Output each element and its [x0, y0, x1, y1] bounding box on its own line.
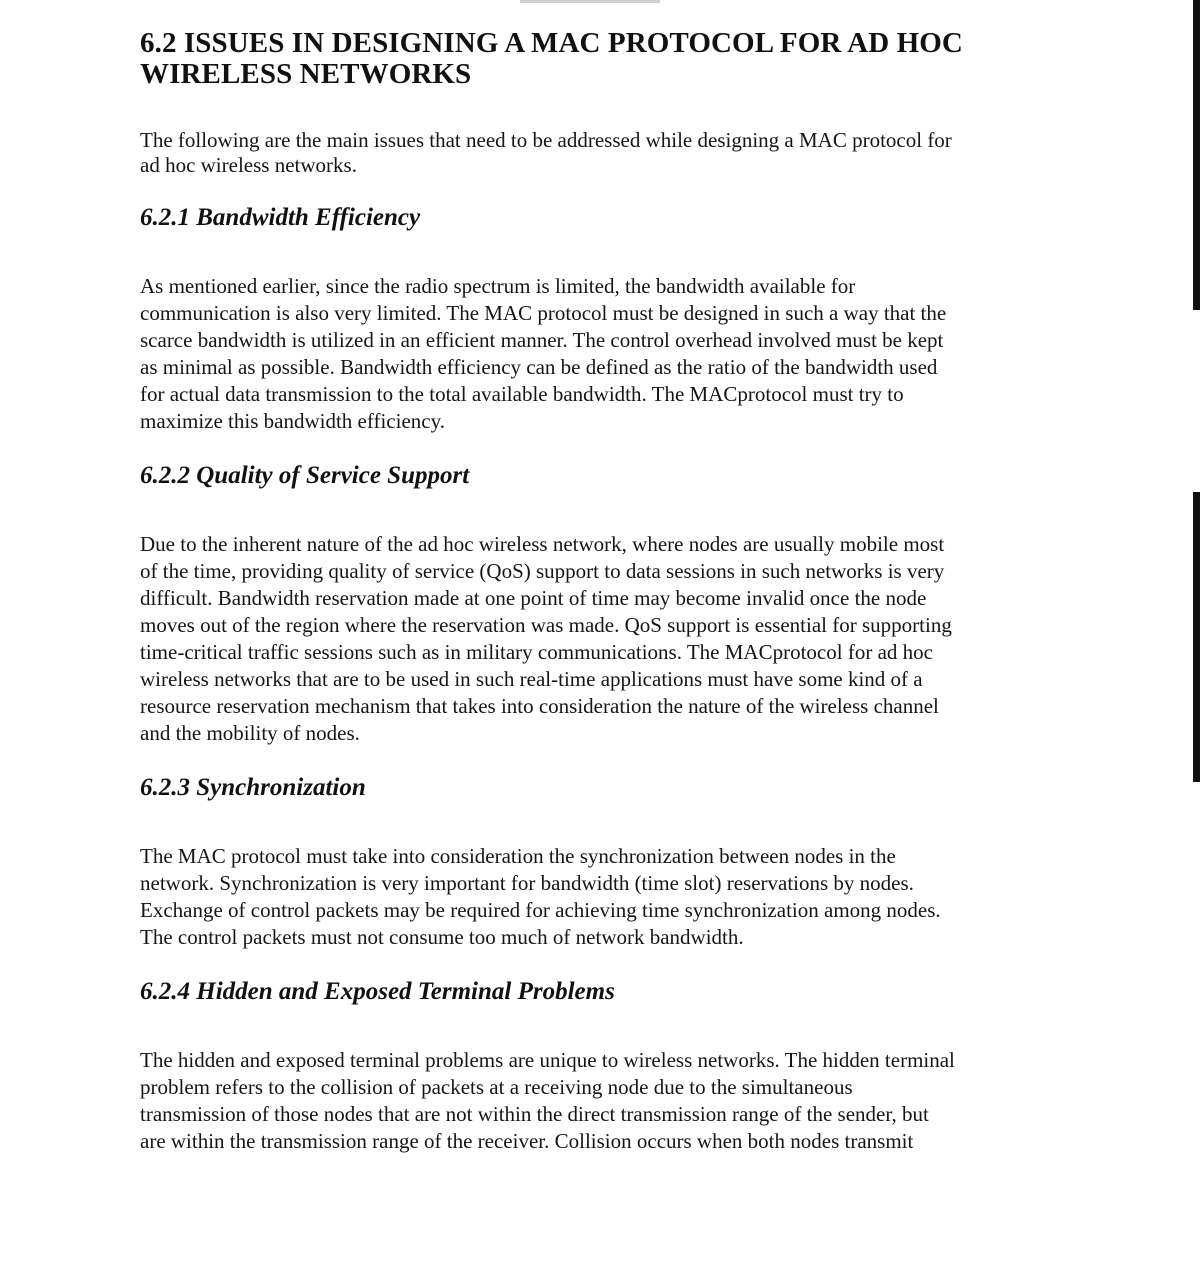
body-line: and the mobility of nodes.	[140, 721, 360, 745]
section-heading-bandwidth-efficiency: 6.2.1 Bandwidth Efficiency	[140, 204, 421, 231]
page-title-line-1: 6.2 ISSUES IN DESIGNING A MAC PROTOCOL FOR AD HOC	[140, 27, 963, 59]
body-line: are within the transmission range of the receiver. Collision occurs when both nodes transmit	[140, 1129, 914, 1153]
section-heading-qos-support: 6.2.2 Quality of Service Support	[140, 462, 470, 489]
scan-edge-shadow-upper	[1193, 0, 1200, 310]
body-line: difficult. Bandwidth reservation made at one point of time may become invalid once the node	[140, 586, 927, 610]
body-line: communication is also very limited. The MAC protocol must be designed in such a way that the	[140, 301, 947, 325]
body-line: wireless networks that are to be used in such real-time applications must have some kind of a	[140, 667, 923, 691]
body-line: Exchange of control packets may be required for achieving time synchronization among nodes.	[140, 898, 941, 922]
body-line: maximize this bandwidth efficiency.	[140, 409, 445, 433]
section-body-hidden-exposed-terminal	[140, 1047, 1055, 1155]
body-line: The MAC protocol must take into consideration the synchronization between nodes in the	[140, 844, 896, 868]
body-line: as minimal as possible. Bandwidth efficiency can be defined as the ratio of the bandwidth used	[140, 355, 938, 379]
body-line: problem refers to the collision of packets at a receiving node due to the simultaneous	[140, 1075, 853, 1099]
scan-artifact-top	[520, 0, 660, 3]
body-line: The hidden and exposed terminal problems are unique to wireless networks. The hidden terminal	[140, 1048, 955, 1072]
page-title-line-2: WIRELESS NETWORKS	[140, 58, 472, 90]
intro-line: ad hoc wireless networks.	[140, 153, 357, 177]
body-line: moves out of the region where the reservation was made. QoS support is essential for supporting	[140, 613, 952, 637]
document-page	[140, 28, 1055, 1181]
scan-edge-shadow-lower	[1193, 492, 1200, 782]
intro-line: The following are the main issues that need to be addressed while designing a MAC protocol for	[140, 128, 952, 152]
page-title	[140, 28, 1055, 90]
section-body-bandwidth-efficiency	[140, 273, 1055, 435]
body-line: transmission of those nodes that are not within the direct transmission range of the sender, but	[140, 1102, 929, 1126]
body-line: The control packets must not consume too much of network bandwidth.	[140, 925, 744, 949]
body-line: time-critical traffic sessions such as in military communications. The MACprotocol for ad hoc	[140, 640, 933, 664]
body-line: network. Synchronization is very important for bandwidth (time slot) reservations by nodes.	[140, 871, 914, 895]
body-line: for actual data transmission to the total available bandwidth. The MACprotocol must try to	[140, 382, 904, 406]
body-line: Due to the inherent nature of the ad hoc wireless network, where nodes are usually mobile most	[140, 532, 945, 556]
body-line: of the time, providing quality of service (QoS) support to data sessions in such networks is very	[140, 559, 945, 583]
body-line: resource reservation mechanism that takes into consideration the nature of the wireless channel	[140, 694, 939, 718]
section-heading-synchronization: 6.2.3 Synchronization	[140, 774, 366, 801]
section-body-synchronization	[140, 843, 1055, 951]
section-heading-hidden-exposed-terminal: 6.2.4 Hidden and Exposed Terminal Problems	[140, 978, 615, 1005]
body-line: scarce bandwidth is utilized in an efficient manner. The control overhead involved must be kept	[140, 328, 944, 352]
section-body-qos-support	[140, 531, 1055, 747]
intro-paragraph	[140, 128, 1055, 178]
body-line: As mentioned earlier, since the radio spectrum is limited, the bandwidth available for	[140, 274, 856, 298]
